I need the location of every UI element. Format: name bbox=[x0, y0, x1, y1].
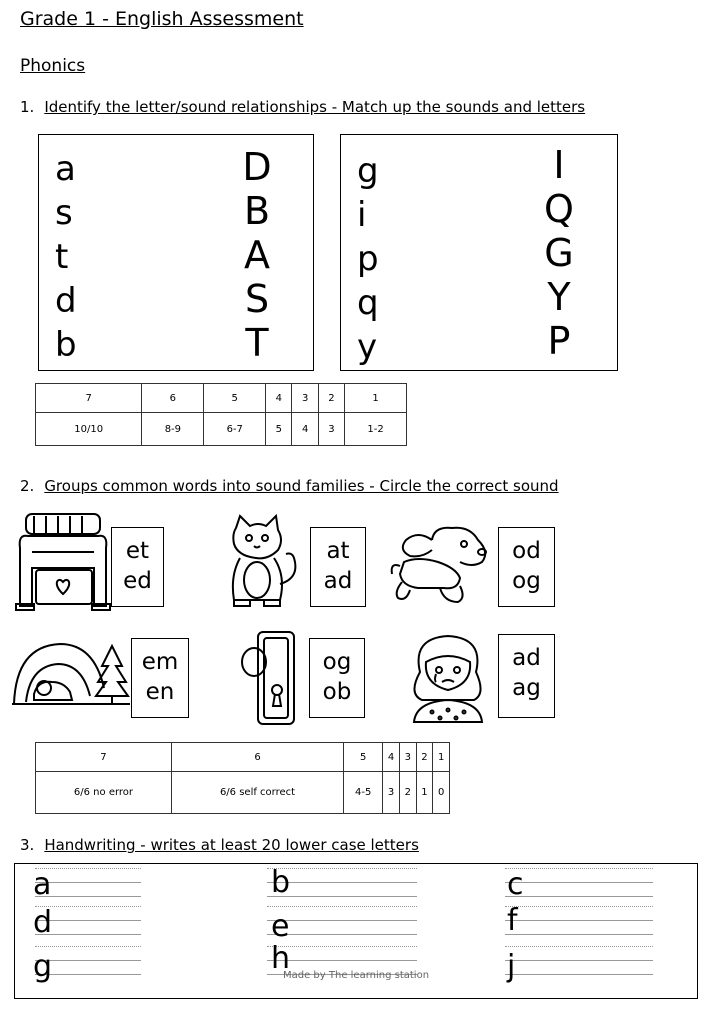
sound-box-1 bbox=[111, 527, 164, 607]
sound-option[interactable]: og bbox=[322, 649, 352, 675]
question-3 bbox=[20, 836, 419, 854]
handwriting-letter: h bbox=[271, 941, 291, 976]
upper-letter: D bbox=[242, 145, 272, 189]
page-title: Grade 1 - English Assessment bbox=[20, 8, 304, 30]
sound-option[interactable]: ob bbox=[322, 679, 352, 705]
footer-credit: Made by The learning station bbox=[283, 970, 430, 981]
guide-line bbox=[505, 896, 653, 897]
question-2-number: 2. bbox=[20, 477, 35, 495]
rubric-criteria: 6/6 self correct bbox=[171, 772, 343, 814]
question-2-text: Groups common words into sound families - Circle the correct sound bbox=[44, 477, 559, 495]
handwriting-letter: e bbox=[271, 909, 290, 944]
sound-option[interactable]: en bbox=[145, 679, 175, 705]
lower-letter: a bbox=[55, 149, 76, 189]
handwriting-letter: d bbox=[33, 905, 53, 940]
rubric-score: 7 bbox=[36, 743, 172, 772]
section-heading: Phonics bbox=[20, 56, 86, 76]
rubric-score: 4 bbox=[266, 384, 292, 413]
handwriting-letter: b bbox=[271, 865, 291, 900]
upper-letter: A bbox=[244, 233, 270, 277]
rubric-criteria: 6-7 bbox=[204, 413, 266, 446]
rubric-score-row bbox=[36, 743, 450, 772]
sound-box-2 bbox=[310, 527, 366, 607]
sound-box-4 bbox=[131, 638, 189, 718]
handwriting-letter: f bbox=[507, 903, 518, 938]
guide-line bbox=[267, 920, 417, 921]
rubric-criteria: 4 bbox=[292, 413, 318, 446]
rubric-criteria: 1-2 bbox=[345, 413, 407, 446]
match-box-1 bbox=[38, 134, 314, 371]
guide-line bbox=[505, 946, 653, 947]
lower-letter: p bbox=[357, 239, 379, 279]
sound-option[interactable]: ed bbox=[123, 568, 152, 594]
sound-option[interactable]: ad bbox=[512, 645, 541, 671]
sound-box-6 bbox=[498, 634, 555, 718]
lower-letter: i bbox=[357, 195, 367, 235]
knob-picture bbox=[240, 630, 298, 726]
question-1-text: Identify the letter/sound relationships - Match up the sounds and letters bbox=[44, 98, 586, 116]
guide-line bbox=[505, 974, 653, 975]
guide-line bbox=[505, 882, 653, 883]
rubric-score: 3 bbox=[292, 384, 318, 413]
handwriting-letter: g bbox=[33, 949, 53, 984]
handwriting-letter: a bbox=[33, 867, 52, 902]
sound-option[interactable]: og bbox=[512, 568, 541, 594]
lower-letter: b bbox=[55, 325, 77, 365]
sound-option[interactable]: et bbox=[125, 538, 150, 564]
rubric-score: 3 bbox=[399, 743, 416, 772]
guide-line bbox=[505, 906, 653, 907]
handwriting-letter: j bbox=[507, 949, 516, 984]
rubric-score: 2 bbox=[416, 743, 433, 772]
upper-letter: P bbox=[547, 319, 571, 363]
guide-line bbox=[35, 946, 141, 947]
match-box-2 bbox=[340, 134, 618, 371]
rubric-criteria: 3 bbox=[383, 772, 400, 814]
rubric-score: 5 bbox=[344, 743, 383, 772]
lower-letter: q bbox=[357, 283, 379, 323]
question-1 bbox=[20, 98, 585, 116]
upper-letter: I bbox=[553, 143, 565, 187]
sound-option[interactable]: em bbox=[141, 649, 179, 675]
den-picture bbox=[12, 636, 130, 708]
rubric-criteria-row bbox=[36, 413, 407, 446]
rubric-criteria: 1 bbox=[416, 772, 433, 814]
rubric-score: 2 bbox=[318, 384, 344, 413]
upper-letter: Q bbox=[544, 187, 574, 231]
sound-option[interactable]: at bbox=[326, 538, 350, 564]
rubric-criteria: 6/6 no error bbox=[36, 772, 172, 814]
sound-option[interactable]: ad bbox=[323, 568, 353, 594]
sound-option[interactable]: ag bbox=[512, 675, 541, 701]
rubric-criteria: 2 bbox=[399, 772, 416, 814]
upper-letter: T bbox=[245, 321, 269, 365]
dog-picture bbox=[388, 522, 494, 608]
rubric-criteria-row bbox=[36, 772, 450, 814]
lower-letter: g bbox=[357, 151, 379, 191]
lower-letter: y bbox=[357, 327, 378, 367]
rubric-criteria: 3 bbox=[318, 413, 344, 446]
question-1-number: 1. bbox=[20, 98, 35, 116]
guide-line bbox=[505, 920, 653, 921]
rubric-score-row bbox=[36, 384, 407, 413]
cat-picture bbox=[220, 514, 306, 610]
rubric-criteria: 4-5 bbox=[344, 772, 383, 814]
rubric-score: 6 bbox=[171, 743, 343, 772]
guide-line bbox=[505, 868, 653, 869]
lower-letter: t bbox=[55, 237, 69, 277]
handwriting-letter: c bbox=[507, 867, 524, 902]
question-3-number: 3. bbox=[20, 836, 35, 854]
sound-option[interactable]: od bbox=[512, 538, 541, 564]
guide-line bbox=[267, 934, 417, 935]
guide-line bbox=[505, 934, 653, 935]
guide-line bbox=[505, 960, 653, 961]
rubric-table-2 bbox=[35, 742, 450, 814]
rubric-score: 6 bbox=[142, 384, 204, 413]
upper-letter: Y bbox=[547, 275, 571, 319]
rubric-criteria: 8-9 bbox=[142, 413, 204, 446]
rubric-criteria: 5 bbox=[266, 413, 292, 446]
question-3-text: Handwriting - writes at least 20 lower case letters bbox=[44, 836, 419, 854]
upper-letter: G bbox=[544, 231, 574, 275]
lower-letter: d bbox=[55, 281, 77, 321]
upper-letter: S bbox=[244, 277, 270, 321]
rubric-criteria: 10/10 bbox=[36, 413, 142, 446]
rubric-table-1 bbox=[35, 383, 407, 446]
sound-box-3 bbox=[498, 527, 555, 607]
rubric-score: 1 bbox=[433, 743, 450, 772]
rubric-score: 1 bbox=[345, 384, 407, 413]
rubric-score: 5 bbox=[204, 384, 266, 413]
sound-box-5 bbox=[309, 638, 365, 718]
bed-picture bbox=[14, 508, 112, 612]
question-2 bbox=[20, 477, 559, 495]
rubric-criteria: 0 bbox=[433, 772, 450, 814]
guide-line bbox=[267, 906, 417, 907]
rubric-score: 4 bbox=[383, 743, 400, 772]
lower-letter: s bbox=[55, 193, 73, 233]
sad-girl-picture bbox=[402, 632, 492, 724]
rubric-score: 7 bbox=[36, 384, 142, 413]
upper-letter: B bbox=[243, 189, 271, 233]
